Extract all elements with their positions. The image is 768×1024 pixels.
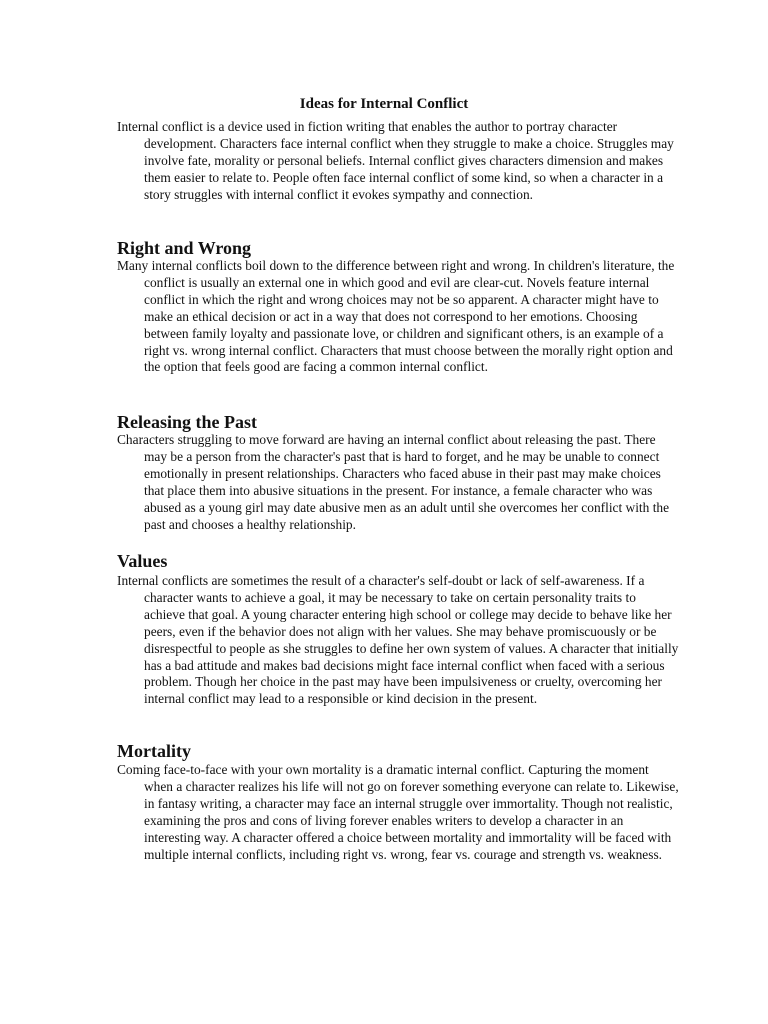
section-body-mortality: Coming face-to-face with your own mortality is a dramatic internal conflict. Capturing the moment when a character realizes his life will not go on forever something everyone can relate to. Likewise, in fantasy writing, a character may face an internal struggle over immortality. Though not realistic, examining the pros and cons of living forever enables writers to develop a character in an interesting way. A character offered a choice between mortality and immortality will be faced with multiple internal conflicts, including right vs. wrong, fear vs. courage and strength vs. weakness. <box>117 762 679 862</box>
section-body-right-and-wrong: Many internal conflicts boil down to the difference between right and wrong. In children's literature, the conflict is usually an external one in which good and evil are clear-cut. Novels feature internal conflict in which the right and wrong choices may not be so apparent. A character might have to make an ethical decision or act in a way that does not correspond to her emotions. Choosing between family loyalty and passionate love, or children and significant others, is an example of a right vs. wrong internal conflict. Characters that must choose between the morally right option and the option that feels good are facing a common internal conflict. <box>117 258 675 375</box>
section-heading-values: Values <box>117 551 168 571</box>
section-heading-mortality: Mortality <box>117 741 191 761</box>
intro-paragraph: Internal conflict is a device used in fiction writing that enables the author to portray character development. Characters face internal conflict when they struggle to make a choice. Struggles may involve fate, morality or personal beliefs. Internal conflict gives characters dimension and makes them easier to relate to. People often face internal conflict of some kind, so when a character in a story struggles with internal conflict it evokes sympathy and connection. <box>117 119 674 202</box>
section-body-values: Internal conflicts are sometimes the result of a character's self-doubt or lack of self-awareness. If a character wants to achieve a goal, it may be necessary to take on certain personality traits to achieve that goal. A young character entering high school or college may decide to behave like her peers, even if the behavior does not align with her values. She may behave promiscuously or be disrespectful to people as she struggles to define her own system of values. A character that initially has a bad attitude and makes bad decisions might face internal conflict when faced with a serious problem. Though her choice in the past may have been impulsiveness or cruelty, overcoming her internal conflict may lead to a responsible or kind decision in the present. <box>117 573 679 707</box>
document-title: Ideas for Internal Conflict <box>299 96 469 112</box>
section-heading-right-and-wrong: Right and Wrong <box>117 238 252 258</box>
section-heading-releasing-the-past: Releasing the Past <box>117 412 257 432</box>
section-body-releasing-the-past: Characters struggling to move forward are having an internal conflict about releasing the past. There may be a person from the character's past that is hard to forget, and he may be unable to connect emotionally in present relationships. Characters who faced abuse in their past may make choices that place them into abusive situations in the present. For instance, a female character who was abused as a young girl may date abusive men as an adult until she overcomes her conflict with the past and chooses a healthy relationship. <box>117 432 670 532</box>
